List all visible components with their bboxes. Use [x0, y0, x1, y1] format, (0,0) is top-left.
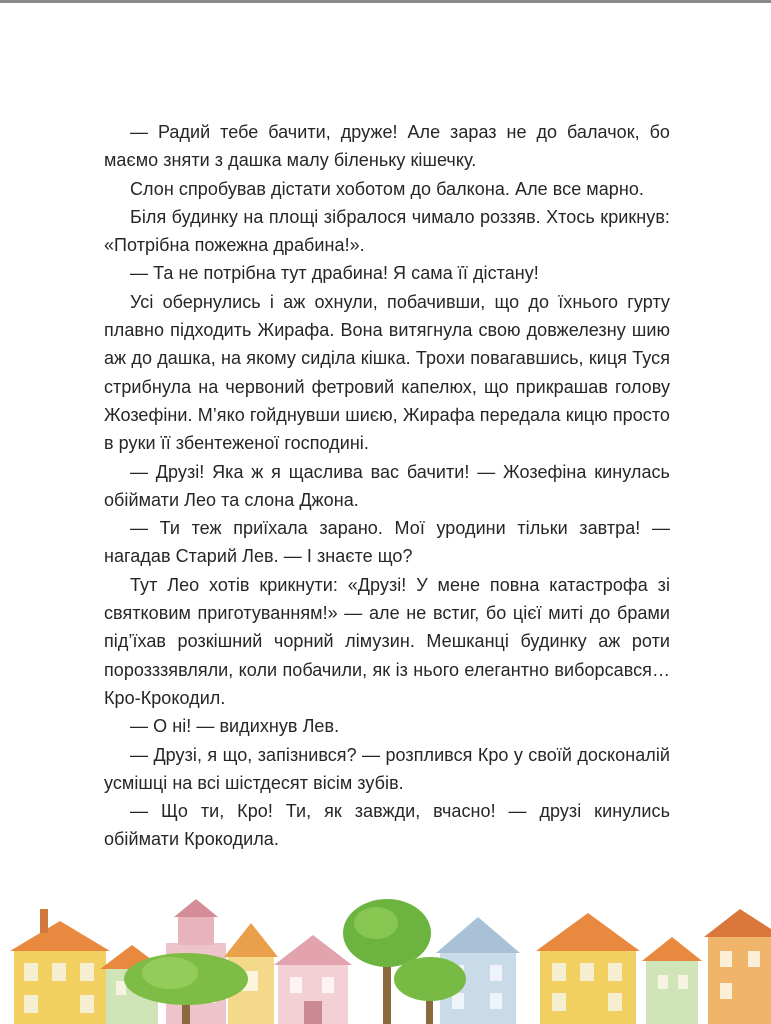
paragraph: — Друзі! Яка ж я щаслива вас бачити! — Жозефіна кинулась обіймати Лео та слона Джона.: [104, 461, 670, 510]
house-pink-large: [274, 935, 352, 1024]
paragraph: — О ні! — видихнув Лев.: [130, 716, 340, 737]
house-yellow-right: [536, 913, 640, 1024]
story-text: [104, 118, 670, 854]
paragraph: — Та не потрібна тут драбина! Я сама її дістану!: [130, 263, 539, 284]
house-orange-far-right: [704, 909, 771, 1024]
paragraph: Слон спробував дістати хоботом до балкона. Але все марно.: [130, 178, 644, 199]
paragraph: Усі обернулись і аж охнули, побачивши, що до їхнього гурту плавно підходить Жирафа. Вона витягнула свою довжелезну шию аж до дашка, на якому сиділа кішка. Трохи повагавшись, киця Туся стрибнула на червоний фетровий капелюх, що прикрашав голову Жозефіни. М’яко гойднувши шиєю, Жирафа передала кицю просто в руки її збентеженої господині.: [104, 291, 670, 454]
paragraph: Тут Лео хотів крикнути: «Друзі! У мене повна катастрофа зі святковим приготуванням!» — але не встиг, бо цієї миті до брами під’їхав розкішний чорний лімузин. Мешканці будинку аж роти порозззявляли, коли побачили, як із нього елегантно виборсався… Кро-Крокодил.: [104, 574, 670, 708]
paragraph: — Що ти, Кро! Ти, як завжди, вчасно! — друзі кинулись обіймати Крокодила.: [104, 801, 670, 850]
house-left: [10, 909, 110, 1024]
town-skyline-illustration: [0, 899, 771, 1024]
paragraph: — Радий тебе бачити, друже! Але зараз не до балачок, бо маємо зняти з дашка малу біленьку кішечку.: [104, 122, 670, 171]
paragraph: — Ти теж приїхала зарано. Мої уродини тільки завтра! — нагадав Старий Лев. — І знаєте що?: [104, 518, 670, 567]
paragraph: — Друзі, я що, запізнився? — розплився Кро у своїй досконалій усмішці на всі шістдесят вісім зубів.: [104, 744, 670, 793]
top-border-line: [0, 0, 771, 3]
paragraph: Біля будинку на площі зібралося чимало роззяв. Хтось крикнув: «Потрібна пожежна драбина!».: [104, 206, 670, 256]
house-green-right: [642, 937, 702, 1024]
